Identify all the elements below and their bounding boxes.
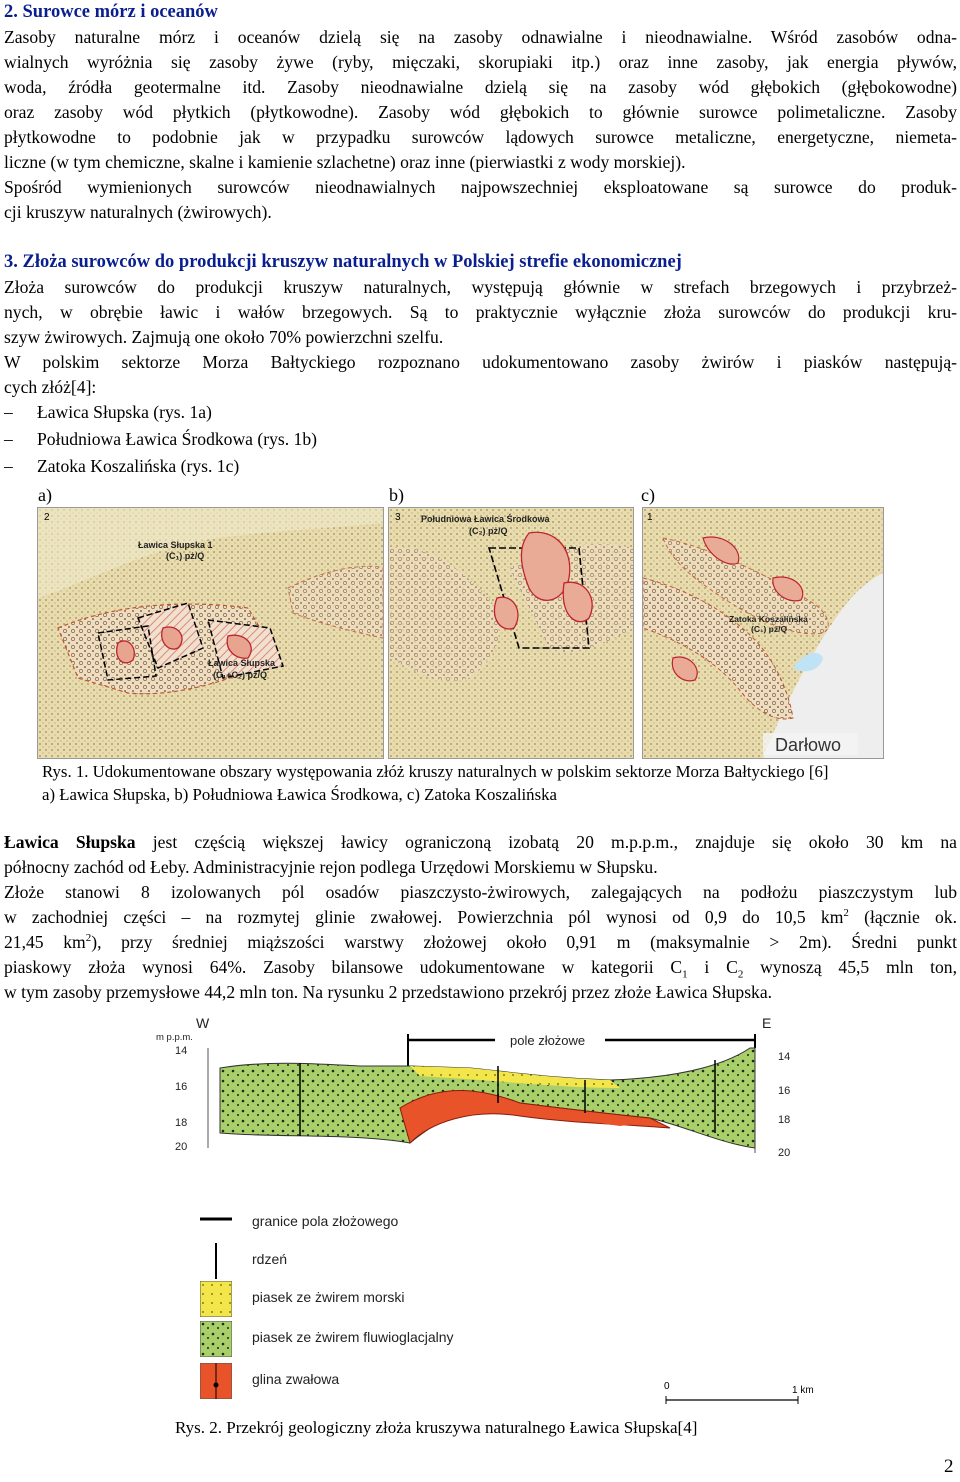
paragraph-line: woda, źródła geotermalne itd. Zasoby nieodnawialne dzielą się na zasoby wód głębokich (głębokowodne)	[4, 77, 957, 97]
page-number: 2	[944, 1456, 954, 1477]
map-number: 2	[44, 512, 50, 523]
paragraph-line: piaskowy złoża wynosi 64%. Zasoby bilansowe udokumentowane w kategorii $C_1$ i $C_2$ wynoszą 45,5 mln ton,	[4, 957, 957, 981]
figure-1-caption-line2: a) Ławica Słupska, b) Południowa Ławica Środkowa, c) Zatoka Koszalińska	[42, 785, 557, 804]
paragraph-line: Ławica Słupska jest częścią większej ławicy ograniczoną izobatą 20 m.p.p.m., znajduje się około 30 km na	[4, 832, 957, 852]
paragraph-line: wialnych wyróżnia się zasoby żywe (ryby, mięczaki, skorupiaki itp.) oraz inne zasoby, jak energia pływów,	[4, 52, 957, 72]
paragraph-line: Złoża surowców do produkcji kruszyw naturalnych, występują głównie w strefach brzegowych i przybrzeż-	[4, 277, 957, 297]
scale-bar	[660, 1380, 800, 1410]
west-label: W	[196, 1015, 210, 1031]
depth-tick: 20	[175, 1141, 188, 1153]
paragraph-line: w zachodniej części – na rozmytej glinie zwałowej. Powierzchnia pól wynosi od 0,9 do 10,5 $km^2$ (łącznie ok.	[4, 907, 957, 927]
core-swatch-icon	[200, 1243, 232, 1279]
map-label: (C₁) pż/Q	[751, 624, 788, 634]
legend-label: glina zwałowa	[252, 1371, 340, 1387]
depth-tick: 14	[175, 1045, 188, 1057]
panel-label-a: a)	[38, 485, 52, 505]
till-swatch-icon	[200, 1363, 232, 1399]
map-town-label: Darłowo	[775, 735, 842, 755]
paragraph-line: w tym zasoby przemysłowe 44,2 mln ton. Na rysunku 2 przedstawiono przekrój przez złoże Ławica Słupska.	[4, 982, 773, 1002]
list-item	[4, 427, 317, 452]
boundary-swatch-icon	[200, 1205, 232, 1241]
list-item-text: Południowa Ławica Środkowa (rys. 1b)	[37, 429, 317, 449]
map-label: Zatoka Koszalińska	[729, 614, 808, 624]
paragraph-line: północny zachód od Łeby. Administracyjnie rejon podlega Urzędowi Morskiemu w Słupsku.	[4, 857, 658, 877]
legend-label: piasek ze żwirem morski	[252, 1289, 405, 1305]
paragraph-line: Złoże stanowi 8 izolowanych pól osadów piaszczysto-żwirowych, zalegających na podłożu piaszczystym lub	[4, 882, 957, 902]
panel-label-b: b)	[389, 485, 404, 505]
paragraph-line: cych złóż[4]:	[4, 377, 97, 397]
marine-sand-swatch-icon	[200, 1281, 232, 1317]
depth-tick: 16	[175, 1081, 188, 1093]
depth-tick: 16	[778, 1085, 791, 1097]
depth-tick: 20	[778, 1147, 791, 1159]
legend-label: piasek ze żwirem fluwioglacjalny	[252, 1329, 454, 1345]
paragraph-line: liczne (w tym chemiczne, skalne i kamienie szlachetne) oraz inne (pierwiastki z wody morskiej).	[4, 152, 686, 172]
list-item-text: Ławica Słupska (rys. 1a)	[37, 402, 212, 422]
bold-term: Ławica Słupska	[4, 832, 136, 852]
map-label: Ławica Słupska 1	[138, 540, 213, 550]
paragraph-line: W polskim sektorze Morza Bałtyckiego rozpoznano udokumentowano zasoby żwirów i piasków następują-	[4, 352, 957, 372]
map-label: Południowa Ławica Środkowa	[421, 514, 550, 524]
list-marker: –	[4, 429, 13, 449]
cross-section-figure	[150, 1008, 820, 1308]
paragraph-line: oraz zasoby wód płytkich (płytkowodne). Zasoby wód głębokich to głównie surowce polimetaliczne. Zasoby	[4, 102, 957, 122]
map-zatoka-koszalinska	[642, 507, 884, 759]
scale-end: 1 km	[792, 1385, 814, 1396]
legend-label: rdzeń	[252, 1251, 288, 1267]
list-item	[4, 400, 212, 425]
depth-unit: m p.p.m.	[156, 1032, 193, 1043]
map-label: Ławica Słupska	[208, 658, 276, 668]
paragraph-line: Spośród wymienionych surowców nieodnawialnych najpowszechniej eksploatowane są surowce do produk-	[4, 177, 957, 197]
depth-tick: 14	[778, 1051, 791, 1063]
section-3-heading: 3. Złoża surowców do produkcji kruszyw naturalnych w Polskiej strefie ekonomicznej	[4, 252, 682, 272]
east-label: E	[762, 1015, 772, 1031]
map-number: 1	[647, 512, 653, 523]
list-item-text: Zatoka Koszalińska (rys. 1c)	[37, 456, 240, 476]
paragraph-line: cji kruszyw naturalnych (żwirowych).	[4, 202, 272, 222]
list-marker: –	[4, 402, 13, 422]
legend-label: granice pola złożowego	[252, 1213, 399, 1229]
paragraph-line: nych, w obrębie ławic i wałów brzegowych. Są to praktycznie wyłącznie złoża surowców do produkcji kru-	[4, 302, 957, 322]
scale-start: 0	[664, 1381, 670, 1392]
paragraph-line: szyw żwirowych. Zajmują one około 70% powierzchni szelfu.	[4, 327, 444, 347]
panel-label-c: c)	[641, 485, 655, 505]
map-poludniowa-lawica-srodkowa	[388, 507, 634, 759]
paragraph-line: Zasoby naturalne mórz i oceanów dzielą się na zasoby odnawialne i nieodnawialne. Wśród zasobów odna-	[4, 27, 957, 47]
depth-tick: 18	[778, 1114, 791, 1126]
depth-tick: 18	[175, 1117, 188, 1129]
figure-2-caption: Rys. 2. Przekrój geologiczny złoża kruszywa naturalnego Ławica Słupska[4]	[175, 1418, 698, 1437]
section-2-heading: 2. Surowce mórz i oceanów	[4, 2, 218, 22]
map-lawica-slupska	[37, 507, 384, 759]
map-label: (C₁) pż/Q	[166, 551, 205, 561]
paragraph-line: płytkowodne to podobnie jak w przypadku surowców lądowych surowce metaliczne, energetyczne, niemeta-	[4, 127, 957, 147]
list-item	[4, 454, 239, 479]
field-label: pole złożowe	[510, 1033, 586, 1048]
figure-1-caption: Rys. 1. Udokumentowane obszary występowania złóż kruszy naturalnych w polskim sektorze Morza Bałtyckiego [6]	[42, 762, 829, 781]
list-marker: –	[4, 456, 13, 476]
map-label: (C₂) pż/Q	[469, 526, 508, 536]
paragraph-line: 21,45 $km^2$), przy średniej miąższości warstwy złożowej około 0,91 m (maksymalnie > 2m). Średni punkt	[4, 932, 957, 952]
map-number: 3	[395, 512, 401, 523]
fluvioglacial-sand-swatch-icon	[200, 1321, 232, 1357]
map-label: (C₁+C₂) pż/Q	[213, 670, 267, 680]
